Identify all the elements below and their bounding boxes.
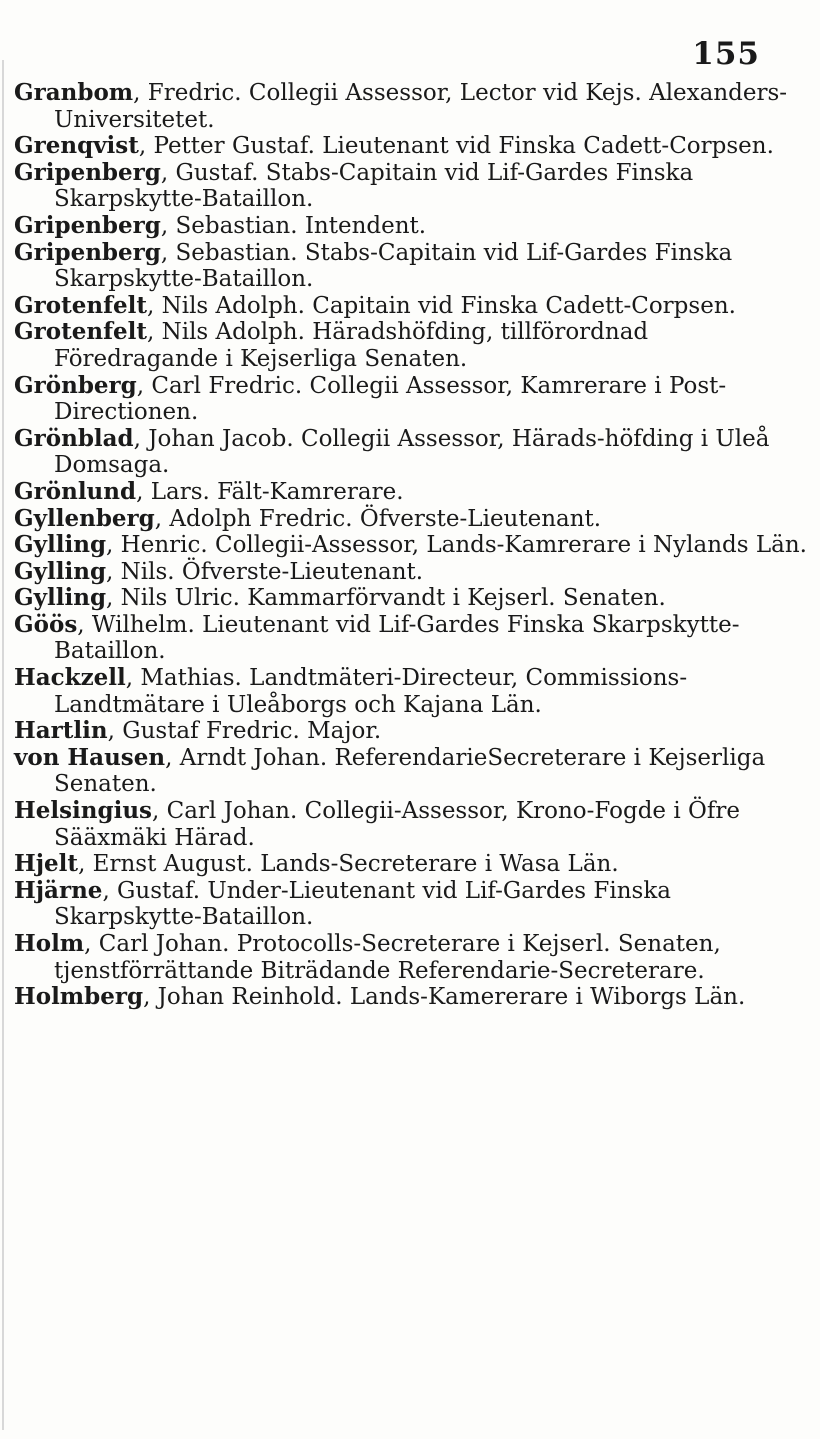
entry-details: , Gustaf Fredric. Major. <box>107 718 382 745</box>
entry-surname: Hjelt <box>14 850 79 878</box>
entry-surname: Gyllenberg <box>14 504 155 532</box>
register-entry <box>14 878 814 931</box>
entry-surname: Gripenberg <box>14 238 161 266</box>
entry-details: , Carl Johan. Collegii-Assessor, Krono-Fogde i Öfre Sääxmäki Härad. <box>54 798 740 851</box>
entry-details: , Lars. Fält-Kamrerare. <box>136 478 404 505</box>
entry-details: , Petter Gustaf. Lieutenant vid Finska Cadett-Corpsen. <box>138 133 774 160</box>
entry-details: , Wilhelm. Lieutenant vid Lif-Gardes Finska Skarpskytte-Bataillon. <box>54 611 740 665</box>
entry-surname: Grönblad <box>14 424 134 452</box>
entry-surname: Gylling <box>14 531 107 559</box>
entry-details: , Arndt Johan. ReferendarieSecreterare i Kejserliga Senaten. <box>54 744 766 798</box>
register-entry <box>14 612 814 665</box>
entry-surname: Gylling <box>14 584 107 612</box>
entry-details: , Adolph Fredric. Öfverste-Lieutenant. <box>154 505 602 532</box>
entry-details: , Johan Jacob. Collegii Assessor, Härads-höfding i Uleå Domsaga. <box>54 425 770 479</box>
register-entry <box>14 293 814 320</box>
page-edge-shadow <box>2 60 4 1430</box>
register-entry <box>14 479 814 506</box>
register-entry <box>14 426 814 479</box>
register-entry <box>14 665 814 718</box>
entry-details: , Nils Adolph. Häradshöfding, tillförordnad Föredragande i Kejserliga Senaten. <box>54 319 649 372</box>
entry-details: , Carl Johan. Protocolls-Secreterare i Kejserl. Senaten, tjenstförrättande Biträdande Referendarie-Secreterare. <box>54 931 721 984</box>
entry-surname: Holm <box>14 930 85 957</box>
entry-details: , Sebastian. Stabs-Capitain vid Lif-Gardes Finska Skarpskytte-Bataillon. <box>54 239 733 293</box>
entry-details: , Mathias. Landtmäteri-Directeur, Commissions-Landtmätare i Uleåborgs och Kajana Län. <box>54 665 688 718</box>
entry-surname: Hjärne <box>14 876 103 904</box>
entry-surname: Gylling <box>14 557 107 585</box>
entry-surname: Grönberg <box>14 371 137 399</box>
register-entries <box>14 80 814 1011</box>
entry-surname: Göös <box>14 610 78 638</box>
entry-surname: Grenqvist <box>14 132 139 160</box>
register-entry <box>14 798 814 851</box>
entry-surname: Gripenberg <box>14 211 161 239</box>
entry-surname: Helsingius <box>14 797 152 825</box>
page-number: 155 <box>692 36 760 72</box>
register-entry <box>14 585 814 612</box>
entry-surname: Grotenfelt <box>14 291 147 319</box>
entry-surname: Hackzell <box>14 664 126 692</box>
entry-surname: Holmberg <box>14 983 144 1011</box>
register-entry <box>14 213 814 240</box>
register-entry <box>14 718 814 745</box>
register-entry <box>14 532 814 559</box>
entry-details: , Gustaf. Stabs-Capitain vid Lif-Gardes Finska Skarpskytte-Bataillon. <box>54 159 694 213</box>
entry-surname: Granbom <box>14 79 134 106</box>
register-entry <box>14 851 814 878</box>
entry-details: , Henric. Collegii-Assessor, Lands-Kamrerare i Nylands Län. <box>106 532 807 559</box>
entry-details: , Nils Adolph. Capitain vid Finska Cadett-Corpsen. <box>146 292 736 319</box>
entry-details: , Gustaf. Under-Lieutenant vid Lif-Gardes Finska Skarpskytte-Bataillon. <box>54 877 672 931</box>
entry-surname: Gripenberg <box>14 158 161 186</box>
entry-surname: Grönlund <box>14 477 137 505</box>
register-entry <box>14 984 814 1011</box>
register-entry <box>14 160 814 213</box>
entry-details: , Fredric. Collegii Assessor, Lector vid Kejs. Alexanders-Universitetet. <box>54 80 788 133</box>
register-entry <box>14 240 814 293</box>
entry-details: , Nils. Öfverste-Lieutenant. <box>106 558 424 585</box>
entry-details: , Carl Fredric. Collegii Assessor, Kamrerare i Post-Directionen. <box>54 372 727 426</box>
register-entry <box>14 931 814 984</box>
register-entry <box>14 559 814 586</box>
register-entry <box>14 133 814 160</box>
entry-details: , Sebastian. Intendent. <box>160 212 427 239</box>
entry-surname: Hartlin <box>14 717 108 745</box>
register-entry <box>14 745 814 798</box>
entry-details: , Nils Ulric. Kammarförvandt i Kejserl. Senaten. <box>106 585 666 612</box>
register-entry <box>14 319 814 372</box>
register-entry <box>14 506 814 533</box>
entry-surname: von Hausen <box>14 743 166 771</box>
register-entry <box>14 80 814 133</box>
entry-details: , Ernst August. Lands-Secreterare i Wasa Län. <box>78 851 619 878</box>
register-entry <box>14 373 814 426</box>
entry-surname: Grotenfelt <box>14 318 147 346</box>
entry-details: , Johan Reinhold. Lands-Kamererare i Wiborgs Län. <box>143 984 746 1011</box>
